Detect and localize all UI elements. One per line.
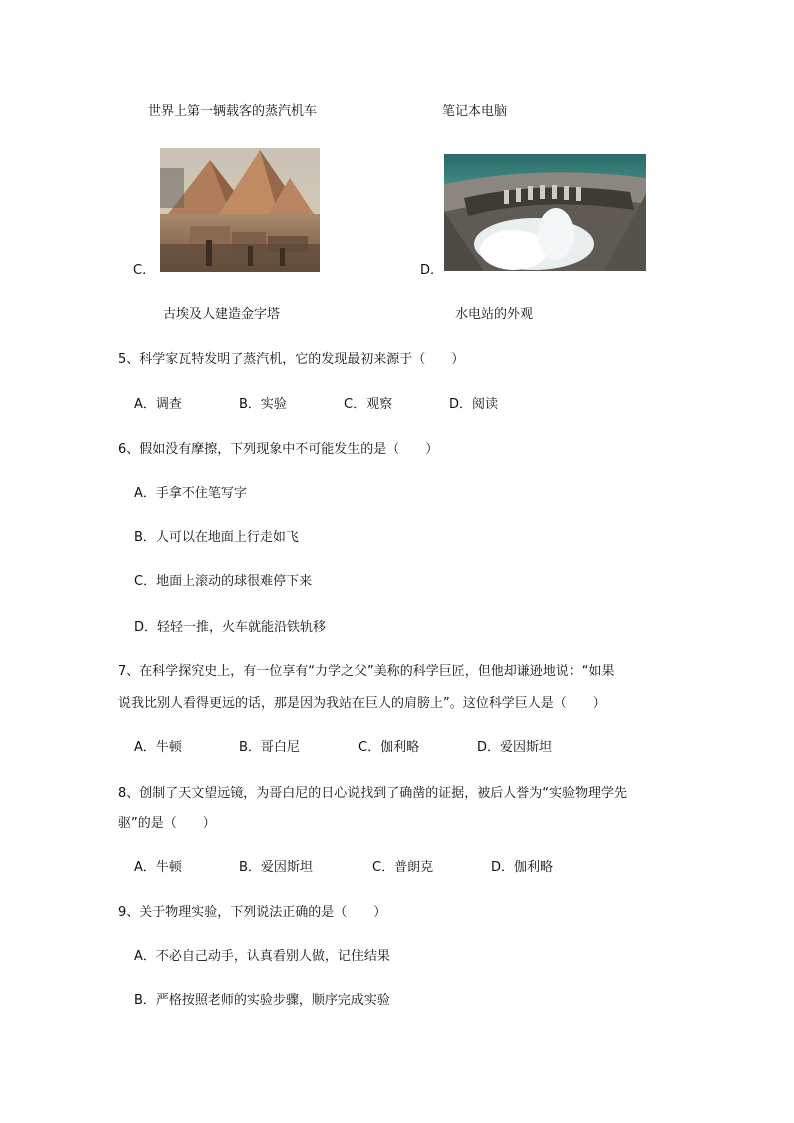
option-c-letter: C. <box>133 263 147 278</box>
q5-option-d: D．阅读 <box>449 397 499 412</box>
caption-hydropower-station: 水电站的外观 <box>455 307 534 322</box>
caption-laptop: 笔记本电脑 <box>442 104 508 119</box>
q8-option-a: A．牛顿 <box>134 860 182 875</box>
q7-option-c: C．伽利略 <box>358 740 420 755</box>
q9-option-a: A．不必自己动手，认真看别人做，记住结果 <box>134 949 390 964</box>
question-7-text-line-1: 7、在科学探究史上，有一位享有“力学之父”美称的科学巨匠，但他却谦逊地说：“如果 <box>118 664 615 679</box>
question-8-text-line-1: 8、创制了天文望远镜，为哥白尼的日心说找到了确凿的证据，被后人誉为“实验物理学先 <box>118 786 628 801</box>
caption-pyramids: 古埃及人建造金字塔 <box>163 307 281 322</box>
q7-option-d: D．爱因斯坦 <box>477 740 553 755</box>
q6-option-a: A．手拿不住笔写字 <box>134 486 247 501</box>
question-6-text: 6、假如没有摩擦，下列现象中不可能发生的是（ ） <box>118 442 439 457</box>
question-7-text-line-2: 说我比别人看得更远的话，那是因为我站在巨人的肩膀上”。这位科学巨人是（ ） <box>118 696 606 711</box>
q5-option-a: A．调查 <box>134 397 182 412</box>
q8-option-d: D．伽利略 <box>491 860 554 875</box>
caption-steam-locomotive: 世界上第一辆载客的蒸汽机车 <box>148 104 318 119</box>
question-5-text: 5、科学家瓦特发明了蒸汽机，它的发现最初来源于（ ） <box>118 352 465 367</box>
q5-option-c: C．观察 <box>344 397 393 412</box>
q5-option-b: B．实验 <box>239 397 287 412</box>
q9-option-b: B．严格按照老师的实验步骤，顺序完成实验 <box>134 993 390 1008</box>
question-9-text: 9、关于物理实验，下列说法正确的是（ ） <box>118 905 387 920</box>
pyramids-image <box>160 148 320 272</box>
q6-option-c: C．地面上滚动的球很难停下来 <box>134 574 313 589</box>
q7-option-a: A．牛顿 <box>134 740 182 755</box>
option-d-letter: D. <box>420 263 435 278</box>
hydropower-dam-image <box>444 154 646 271</box>
question-8-text-line-2: 驱”的是（ ） <box>118 816 216 831</box>
q8-option-b: B．爱因斯坦 <box>239 860 313 875</box>
q6-option-b: B．人可以在地面上行走如飞 <box>134 530 299 545</box>
q7-option-b: B．哥白尼 <box>239 740 300 755</box>
q8-option-c: C．普朗克 <box>372 860 434 875</box>
q6-option-d: D．轻轻一推，火车就能沿铁轨移 <box>134 620 327 635</box>
